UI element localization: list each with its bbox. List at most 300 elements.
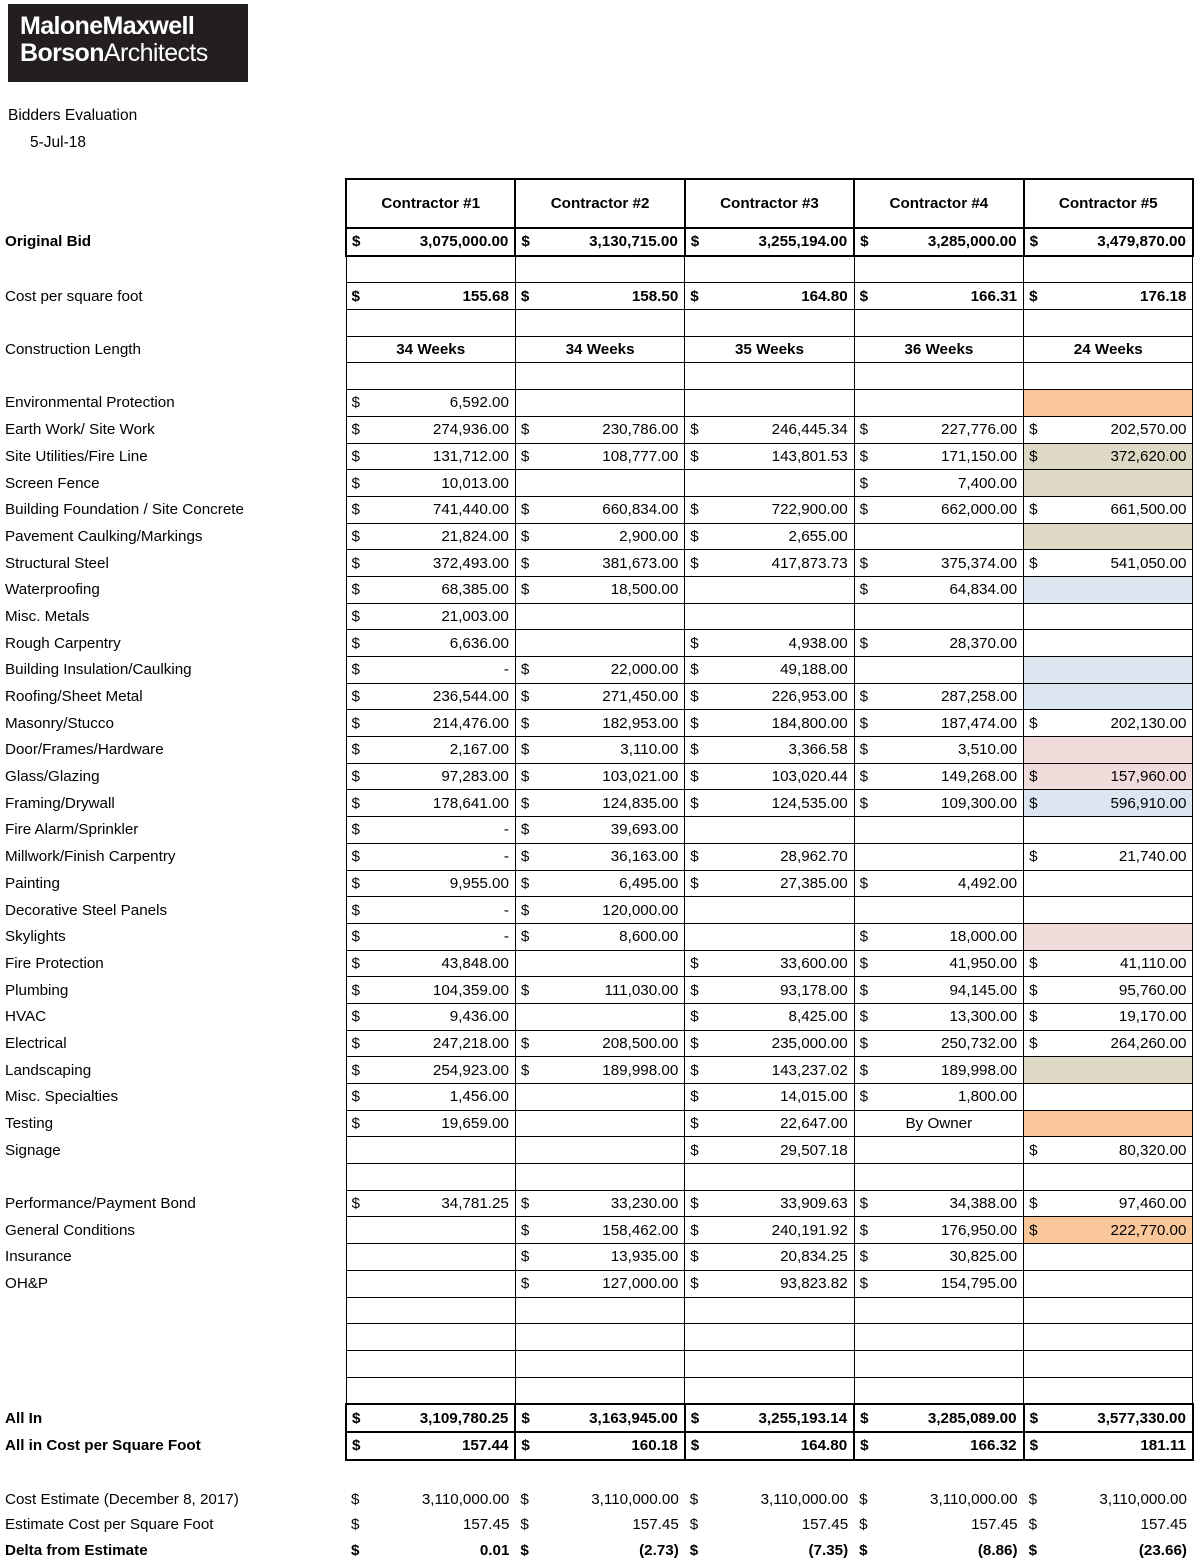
data-cell[interactable] bbox=[685, 1432, 854, 1460]
data-cell[interactable] bbox=[854, 790, 1023, 817]
data-cell[interactable] bbox=[346, 1244, 515, 1271]
cell-value: 95,760.00 bbox=[1118, 981, 1187, 999]
data-cell[interactable] bbox=[1024, 1030, 1193, 1057]
data-cell[interactable] bbox=[685, 710, 854, 737]
data-cell[interactable] bbox=[854, 1057, 1023, 1084]
data-cell[interactable] bbox=[346, 1110, 515, 1137]
data-cell[interactable] bbox=[854, 710, 1023, 737]
data-cell[interactable] bbox=[515, 710, 684, 737]
data-cell[interactable] bbox=[515, 603, 684, 630]
data-cell[interactable] bbox=[1024, 283, 1193, 310]
data-cell[interactable] bbox=[1024, 1538, 1193, 1563]
data-cell[interactable] bbox=[515, 283, 684, 310]
data-cell[interactable] bbox=[515, 1137, 684, 1164]
data-cell[interactable] bbox=[346, 283, 515, 310]
data-cell-blank[interactable] bbox=[854, 1164, 1023, 1191]
data-cell-blank[interactable] bbox=[685, 1324, 854, 1351]
data-cell[interactable] bbox=[854, 1538, 1023, 1563]
data-cell-blank[interactable] bbox=[346, 256, 515, 283]
data-cell[interactable] bbox=[1024, 336, 1193, 363]
column-header-contractor-5[interactable]: Contractor #5 bbox=[1024, 179, 1193, 228]
data-cell[interactable] bbox=[515, 443, 684, 470]
data-cell[interactable] bbox=[1024, 763, 1193, 790]
data-cell[interactable] bbox=[854, 763, 1023, 790]
data-cell[interactable] bbox=[346, 843, 515, 870]
data-cell[interactable] bbox=[1024, 1003, 1193, 1030]
data-cell[interactable] bbox=[346, 1057, 515, 1084]
data-cell[interactable] bbox=[346, 1538, 515, 1563]
data-cell[interactable] bbox=[854, 523, 1023, 550]
data-cell[interactable] bbox=[685, 630, 854, 657]
cell-value: 250,732.00 bbox=[941, 1034, 1018, 1052]
data-cell-blank[interactable] bbox=[346, 1350, 515, 1377]
data-cell[interactable] bbox=[854, 228, 1023, 256]
data-cell[interactable] bbox=[1024, 1404, 1193, 1432]
column-header-contractor-3[interactable]: Contractor #3 bbox=[685, 179, 854, 228]
cell-value: 541,050.00 bbox=[1110, 554, 1187, 572]
logo-line-1 bbox=[20, 13, 248, 40]
cell-value: 143,801.53 bbox=[771, 447, 848, 465]
currency-symbol: $ bbox=[1029, 1195, 1038, 1213]
cell-value: 33,230.00 bbox=[610, 1195, 679, 1213]
data-cell-blank[interactable] bbox=[685, 1350, 854, 1377]
data-cell[interactable] bbox=[346, 817, 515, 844]
data-cell[interactable] bbox=[1024, 576, 1193, 603]
data-cell[interactable] bbox=[346, 763, 515, 790]
currency-symbol: $ bbox=[520, 1221, 530, 1239]
cell-value: (2.73) bbox=[639, 1542, 679, 1560]
data-cell[interactable] bbox=[1024, 1137, 1193, 1164]
data-cell[interactable] bbox=[685, 228, 854, 256]
data-cell[interactable] bbox=[1024, 470, 1193, 497]
data-cell[interactable] bbox=[346, 1190, 515, 1217]
cell-value: 21,824.00 bbox=[441, 527, 509, 545]
data-cell[interactable] bbox=[515, 470, 684, 497]
data-cell[interactable] bbox=[515, 1404, 684, 1432]
data-cell[interactable] bbox=[854, 416, 1023, 443]
data-cell[interactable] bbox=[854, 817, 1023, 844]
currency-symbol: $ bbox=[351, 848, 360, 866]
data-cell[interactable] bbox=[346, 1270, 515, 1297]
data-cell[interactable] bbox=[515, 576, 684, 603]
data-cell[interactable] bbox=[685, 817, 854, 844]
data-cell[interactable] bbox=[1024, 228, 1193, 256]
data-cell[interactable] bbox=[854, 470, 1023, 497]
data-cell[interactable] bbox=[854, 1486, 1023, 1512]
data-cell[interactable] bbox=[685, 576, 854, 603]
cell-value: 157.45 bbox=[801, 1516, 849, 1534]
data-cell[interactable] bbox=[854, 336, 1023, 363]
cell-value: 1,800.00 bbox=[957, 1088, 1018, 1106]
data-cell-blank[interactable] bbox=[515, 1324, 684, 1351]
data-cell-blank[interactable] bbox=[1024, 1297, 1193, 1324]
currency-symbol: $ bbox=[351, 928, 360, 946]
cell-value: 127,000.00 bbox=[602, 1275, 679, 1293]
data-cell[interactable] bbox=[1024, 977, 1193, 1004]
cell-value: 103,020.44 bbox=[771, 768, 848, 786]
data-cell-blank[interactable] bbox=[515, 256, 684, 283]
data-cell[interactable] bbox=[685, 870, 854, 897]
data-cell[interactable] bbox=[854, 1137, 1023, 1164]
data-cell[interactable] bbox=[1024, 603, 1193, 630]
data-cell[interactable] bbox=[346, 390, 515, 417]
data-cell-blank[interactable] bbox=[515, 1164, 684, 1191]
cell-value: 111,030.00 bbox=[604, 981, 679, 999]
cell-value: 94,145.00 bbox=[949, 981, 1018, 999]
data-cell[interactable] bbox=[685, 790, 854, 817]
data-cell-blank[interactable] bbox=[1024, 1164, 1193, 1191]
data-cell[interactable] bbox=[685, 1244, 854, 1271]
data-cell[interactable] bbox=[854, 1270, 1023, 1297]
data-cell[interactable] bbox=[1024, 550, 1193, 577]
currency-symbol: $ bbox=[351, 794, 360, 812]
data-cell[interactable] bbox=[854, 897, 1023, 924]
cell-value: 19,170.00 bbox=[1118, 1008, 1187, 1026]
data-cell[interactable] bbox=[854, 977, 1023, 1004]
currency-symbol: $ bbox=[351, 1034, 360, 1052]
data-cell-blank[interactable] bbox=[854, 363, 1023, 390]
data-cell[interactable] bbox=[685, 763, 854, 790]
currency-symbol: $ bbox=[690, 501, 699, 519]
data-cell[interactable] bbox=[854, 1110, 1023, 1137]
column-header-contractor-1[interactable]: Contractor #1 bbox=[346, 179, 515, 228]
data-cell[interactable] bbox=[1024, 416, 1193, 443]
data-cell[interactable] bbox=[685, 897, 854, 924]
data-cell[interactable] bbox=[1024, 1270, 1193, 1297]
currency-symbol: $ bbox=[351, 688, 360, 706]
data-cell[interactable] bbox=[685, 470, 854, 497]
data-cell[interactable] bbox=[685, 1404, 854, 1432]
data-cell[interactable] bbox=[685, 523, 854, 550]
data-cell[interactable] bbox=[685, 923, 854, 950]
data-cell-blank[interactable] bbox=[515, 363, 684, 390]
data-cell[interactable] bbox=[1024, 1432, 1193, 1460]
data-cell[interactable] bbox=[854, 923, 1023, 950]
data-cell[interactable] bbox=[854, 1404, 1023, 1432]
data-cell[interactable] bbox=[346, 1432, 515, 1460]
data-cell[interactable] bbox=[685, 1486, 854, 1512]
data-cell[interactable] bbox=[515, 950, 684, 977]
data-cell[interactable] bbox=[515, 1003, 684, 1030]
row-label-item: Painting bbox=[5, 874, 60, 892]
data-cell-blank[interactable] bbox=[515, 310, 684, 337]
data-cell-blank[interactable] bbox=[854, 310, 1023, 337]
data-cell-blank[interactable] bbox=[346, 1324, 515, 1351]
data-cell[interactable] bbox=[685, 1217, 854, 1244]
currency-symbol: $ bbox=[1029, 1437, 1039, 1455]
data-cell[interactable] bbox=[346, 790, 515, 817]
data-cell[interactable] bbox=[346, 1137, 515, 1164]
cell-value: 3,110,000.00 bbox=[760, 1490, 849, 1508]
data-cell[interactable] bbox=[854, 683, 1023, 710]
data-cell[interactable] bbox=[515, 1270, 684, 1297]
data-cell[interactable] bbox=[854, 1217, 1023, 1244]
data-cell[interactable] bbox=[346, 977, 515, 1004]
data-cell[interactable] bbox=[515, 737, 684, 764]
data-cell[interactable] bbox=[1024, 657, 1193, 684]
data-cell[interactable] bbox=[685, 1110, 854, 1137]
data-cell-blank[interactable] bbox=[1024, 363, 1193, 390]
data-cell[interactable] bbox=[1024, 843, 1193, 870]
data-cell[interactable] bbox=[515, 897, 684, 924]
data-cell[interactable] bbox=[685, 1190, 854, 1217]
data-cell[interactable] bbox=[515, 550, 684, 577]
data-cell[interactable] bbox=[1024, 817, 1193, 844]
currency-symbol: $ bbox=[520, 981, 530, 999]
data-cell-blank[interactable] bbox=[346, 1297, 515, 1324]
data-cell[interactable] bbox=[685, 1084, 854, 1111]
data-cell[interactable] bbox=[346, 470, 515, 497]
data-cell[interactable] bbox=[346, 630, 515, 657]
data-cell[interactable] bbox=[685, 416, 854, 443]
data-cell[interactable] bbox=[1024, 1110, 1193, 1137]
data-cell[interactable] bbox=[346, 1404, 515, 1432]
data-cell-blank[interactable] bbox=[346, 363, 515, 390]
data-cell[interactable] bbox=[685, 603, 854, 630]
data-cell[interactable] bbox=[515, 390, 684, 417]
data-cell-blank[interactable] bbox=[346, 310, 515, 337]
data-cell[interactable] bbox=[1024, 683, 1193, 710]
data-cell[interactable] bbox=[515, 416, 684, 443]
data-cell-blank[interactable] bbox=[346, 1164, 515, 1191]
cell-value: 722,900.00 bbox=[771, 501, 848, 519]
cell-value: 375,374.00 bbox=[941, 554, 1018, 572]
data-cell-blank[interactable] bbox=[685, 1164, 854, 1191]
data-cell-blank[interactable] bbox=[854, 256, 1023, 283]
data-cell[interactable] bbox=[346, 1486, 515, 1512]
data-cell[interactable] bbox=[346, 603, 515, 630]
currency-symbol: $ bbox=[859, 1034, 869, 1052]
data-cell[interactable] bbox=[346, 897, 515, 924]
data-cell[interactable] bbox=[685, 683, 854, 710]
data-cell[interactable] bbox=[1024, 1190, 1193, 1217]
currency-symbol: $ bbox=[859, 928, 869, 946]
data-cell[interactable] bbox=[346, 683, 515, 710]
currency-symbol: $ bbox=[859, 474, 869, 492]
data-cell[interactable] bbox=[515, 790, 684, 817]
data-cell[interactable] bbox=[854, 870, 1023, 897]
data-cell[interactable] bbox=[1024, 390, 1193, 417]
data-cell[interactable] bbox=[854, 950, 1023, 977]
cell-value: 6,495.00 bbox=[619, 874, 679, 892]
data-cell[interactable] bbox=[1024, 1057, 1193, 1084]
cell-value: 29,507.18 bbox=[780, 1141, 848, 1159]
data-cell[interactable] bbox=[515, 657, 684, 684]
data-cell-blank[interactable] bbox=[1024, 1350, 1193, 1377]
data-cell[interactable] bbox=[854, 443, 1023, 470]
data-cell[interactable] bbox=[515, 1538, 684, 1563]
cell-value: 660,834.00 bbox=[602, 501, 679, 519]
data-cell[interactable] bbox=[346, 416, 515, 443]
data-cell[interactable] bbox=[685, 843, 854, 870]
data-cell[interactable] bbox=[515, 1057, 684, 1084]
data-cell[interactable] bbox=[854, 843, 1023, 870]
data-cell[interactable] bbox=[685, 443, 854, 470]
currency-symbol: $ bbox=[520, 1195, 530, 1213]
data-cell[interactable] bbox=[346, 1217, 515, 1244]
data-cell[interactable] bbox=[346, 657, 515, 684]
data-cell[interactable] bbox=[346, 576, 515, 603]
data-cell[interactable] bbox=[854, 496, 1023, 523]
cell-value: 166.31 bbox=[970, 287, 1018, 305]
data-cell[interactable] bbox=[515, 817, 684, 844]
data-cell[interactable] bbox=[515, 977, 684, 1004]
data-cell[interactable] bbox=[515, 1432, 684, 1460]
data-cell[interactable] bbox=[515, 1486, 684, 1512]
data-cell[interactable] bbox=[515, 923, 684, 950]
data-cell-blank[interactable] bbox=[515, 1350, 684, 1377]
data-cell-blank[interactable] bbox=[685, 256, 854, 283]
data-cell[interactable] bbox=[685, 1057, 854, 1084]
row-label-blank bbox=[0, 363, 346, 390]
currency-symbol: $ bbox=[351, 874, 360, 892]
currency-symbol: $ bbox=[351, 1115, 360, 1133]
data-cell-blank[interactable] bbox=[1024, 310, 1193, 337]
data-cell[interactable] bbox=[515, 1190, 684, 1217]
column-header-contractor-4[interactable]: Contractor #4 bbox=[854, 179, 1023, 228]
data-cell[interactable] bbox=[1024, 496, 1193, 523]
data-cell[interactable] bbox=[346, 870, 515, 897]
data-cell[interactable] bbox=[854, 603, 1023, 630]
data-cell[interactable] bbox=[346, 737, 515, 764]
data-cell[interactable] bbox=[346, 950, 515, 977]
header-spacer bbox=[0, 179, 346, 228]
data-cell[interactable] bbox=[346, 923, 515, 950]
data-cell[interactable] bbox=[854, 657, 1023, 684]
data-cell[interactable] bbox=[685, 550, 854, 577]
data-cell[interactable] bbox=[1024, 737, 1193, 764]
data-cell[interactable] bbox=[346, 496, 515, 523]
row-label-item: Fire Protection bbox=[5, 954, 104, 972]
data-cell[interactable] bbox=[685, 1030, 854, 1057]
data-cell-blank[interactable] bbox=[854, 1350, 1023, 1377]
column-header-contractor-2[interactable]: Contractor #2 bbox=[515, 179, 684, 228]
data-cell[interactable] bbox=[1024, 710, 1193, 737]
cell-value: 240,191.92 bbox=[771, 1221, 848, 1239]
data-cell[interactable] bbox=[685, 283, 854, 310]
data-cell[interactable] bbox=[854, 283, 1023, 310]
data-cell[interactable] bbox=[515, 843, 684, 870]
data-cell[interactable] bbox=[1024, 790, 1193, 817]
currency-symbol: $ bbox=[520, 848, 530, 866]
data-cell[interactable] bbox=[1024, 630, 1193, 657]
data-cell[interactable] bbox=[854, 1432, 1023, 1460]
data-cell[interactable] bbox=[515, 1030, 684, 1057]
data-cell-blank[interactable] bbox=[854, 1377, 1023, 1404]
data-cell[interactable] bbox=[1024, 1244, 1193, 1271]
data-cell[interactable] bbox=[346, 1084, 515, 1111]
data-cell[interactable] bbox=[515, 870, 684, 897]
data-cell-blank[interactable] bbox=[1024, 1377, 1193, 1404]
data-cell[interactable] bbox=[346, 523, 515, 550]
data-cell[interactable] bbox=[685, 1270, 854, 1297]
data-cell[interactable] bbox=[515, 683, 684, 710]
data-cell-blank[interactable] bbox=[685, 310, 854, 337]
data-cell[interactable] bbox=[1024, 870, 1193, 897]
data-cell[interactable] bbox=[854, 1244, 1023, 1271]
cell-value: 274,936.00 bbox=[432, 421, 509, 439]
data-cell[interactable] bbox=[515, 496, 684, 523]
data-cell[interactable] bbox=[515, 228, 684, 256]
data-cell-blank[interactable] bbox=[685, 363, 854, 390]
cell-value: 372,620.00 bbox=[1110, 447, 1187, 465]
data-cell[interactable] bbox=[854, 1190, 1023, 1217]
data-cell[interactable] bbox=[1024, 1084, 1193, 1111]
currency-symbol: $ bbox=[520, 1061, 530, 1079]
data-cell[interactable] bbox=[515, 630, 684, 657]
data-cell[interactable] bbox=[1024, 1217, 1193, 1244]
data-cell[interactable] bbox=[685, 950, 854, 977]
data-cell[interactable] bbox=[1024, 523, 1193, 550]
currency-symbol: $ bbox=[1029, 554, 1038, 572]
data-cell-blank[interactable] bbox=[685, 1297, 854, 1324]
currency-symbol: $ bbox=[859, 1008, 869, 1026]
data-cell[interactable] bbox=[854, 1030, 1023, 1057]
data-cell[interactable] bbox=[346, 550, 515, 577]
data-cell[interactable] bbox=[854, 1003, 1023, 1030]
data-cell[interactable] bbox=[854, 630, 1023, 657]
data-cell-blank[interactable] bbox=[1024, 256, 1193, 283]
data-cell-blank[interactable] bbox=[854, 1324, 1023, 1351]
data-cell[interactable] bbox=[685, 1003, 854, 1030]
data-cell[interactable] bbox=[1024, 950, 1193, 977]
data-cell[interactable] bbox=[515, 1244, 684, 1271]
data-cell-blank[interactable] bbox=[346, 1377, 515, 1404]
data-cell[interactable] bbox=[685, 1137, 854, 1164]
data-cell-blank[interactable] bbox=[685, 1377, 854, 1404]
data-cell[interactable] bbox=[515, 523, 684, 550]
cell-value: 226,953.00 bbox=[771, 688, 848, 706]
data-cell[interactable] bbox=[685, 390, 854, 417]
data-cell[interactable] bbox=[515, 1110, 684, 1137]
data-cell[interactable] bbox=[1024, 923, 1193, 950]
data-cell[interactable] bbox=[346, 1030, 515, 1057]
data-cell[interactable] bbox=[1024, 897, 1193, 924]
data-cell[interactable] bbox=[854, 390, 1023, 417]
data-cell[interactable] bbox=[346, 228, 515, 256]
data-cell[interactable] bbox=[1024, 1486, 1193, 1512]
data-cell[interactable] bbox=[685, 496, 854, 523]
cell-value: - bbox=[503, 848, 509, 866]
data-cell[interactable] bbox=[1024, 443, 1193, 470]
data-cell[interactable] bbox=[854, 550, 1023, 577]
data-cell[interactable] bbox=[515, 763, 684, 790]
cell-value: 157.45 bbox=[632, 1516, 679, 1534]
data-cell[interactable] bbox=[346, 443, 515, 470]
data-cell[interactable] bbox=[685, 657, 854, 684]
data-cell[interactable] bbox=[854, 737, 1023, 764]
data-cell[interactable] bbox=[854, 576, 1023, 603]
data-cell[interactable] bbox=[346, 710, 515, 737]
data-cell[interactable] bbox=[346, 1003, 515, 1030]
data-cell[interactable] bbox=[346, 336, 515, 363]
data-cell-blank[interactable] bbox=[854, 1297, 1023, 1324]
data-cell[interactable] bbox=[515, 336, 684, 363]
data-cell[interactable] bbox=[685, 1538, 854, 1563]
data-cell[interactable] bbox=[685, 336, 854, 363]
data-cell-blank[interactable] bbox=[1024, 1324, 1193, 1351]
data-cell-blank[interactable] bbox=[515, 1377, 684, 1404]
cell-value: 155.68 bbox=[462, 287, 509, 305]
data-cell[interactable] bbox=[685, 977, 854, 1004]
currency-symbol: $ bbox=[351, 287, 360, 305]
data-cell[interactable] bbox=[515, 1084, 684, 1111]
data-cell-blank[interactable] bbox=[515, 1297, 684, 1324]
data-cell[interactable] bbox=[854, 1084, 1023, 1111]
data-cell[interactable] bbox=[515, 1217, 684, 1244]
data-cell[interactable] bbox=[685, 737, 854, 764]
cell-value: 171,150.00 bbox=[941, 447, 1018, 465]
